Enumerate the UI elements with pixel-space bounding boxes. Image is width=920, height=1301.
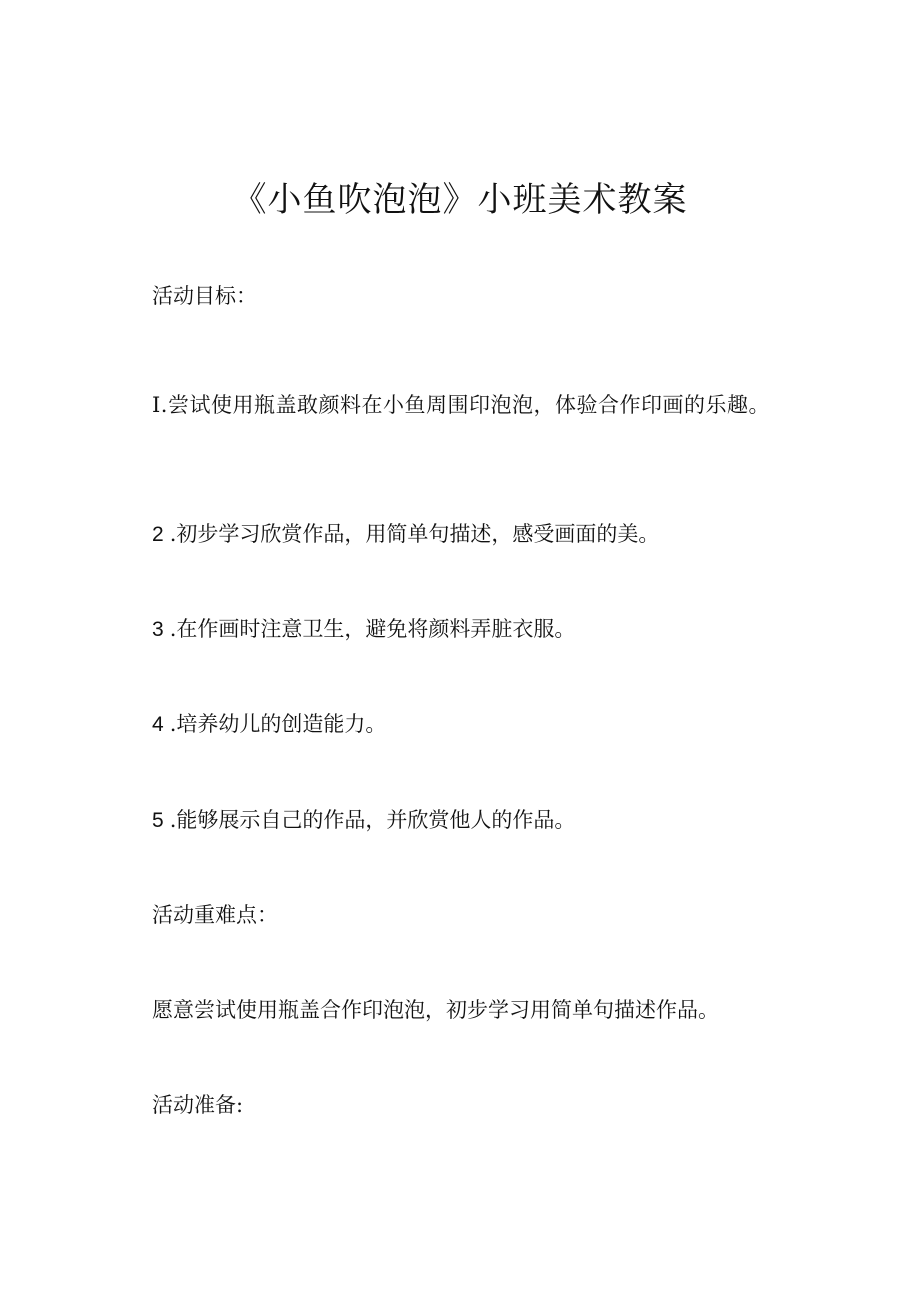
- goal-number: 2: [152, 523, 164, 546]
- goal-text: .能够展示自己的作品，并欣赏他人的作品。: [169, 808, 576, 832]
- goal-text: .在作画时注意卫生，避免将颜料弄脏衣服。: [169, 617, 576, 641]
- goal-item-2: [152, 519, 659, 550]
- goal-text: .初步学习欣赏作品，用简单句描述，感受画面的美。: [169, 522, 660, 546]
- key-points-heading: 活动重难点：: [152, 903, 278, 927]
- goal-item-1: I.尝试使用瓶盖敢颜料在小鱼周围印泡泡，体验合作印画的乐趣。: [152, 393, 770, 417]
- preparation-heading: 活动准备:: [152, 1093, 244, 1117]
- goal-number: 4: [152, 713, 164, 736]
- goal-number: 5: [152, 809, 164, 832]
- goal-item-3: [152, 614, 575, 645]
- goals-heading: 活动目标：: [152, 284, 257, 308]
- goal-text: .培养幼儿的创造能力。: [169, 712, 387, 736]
- goal-number: 3: [152, 618, 164, 641]
- key-points-text: 愿意尝试使用瓶盖合作印泡泡，初步学习用简单句描述作品。: [152, 998, 719, 1022]
- goal-item-5: [152, 805, 575, 836]
- goal-item-4: [152, 709, 386, 740]
- document-title: 《小鱼吹泡泡》小班美术教案: [232, 180, 688, 220]
